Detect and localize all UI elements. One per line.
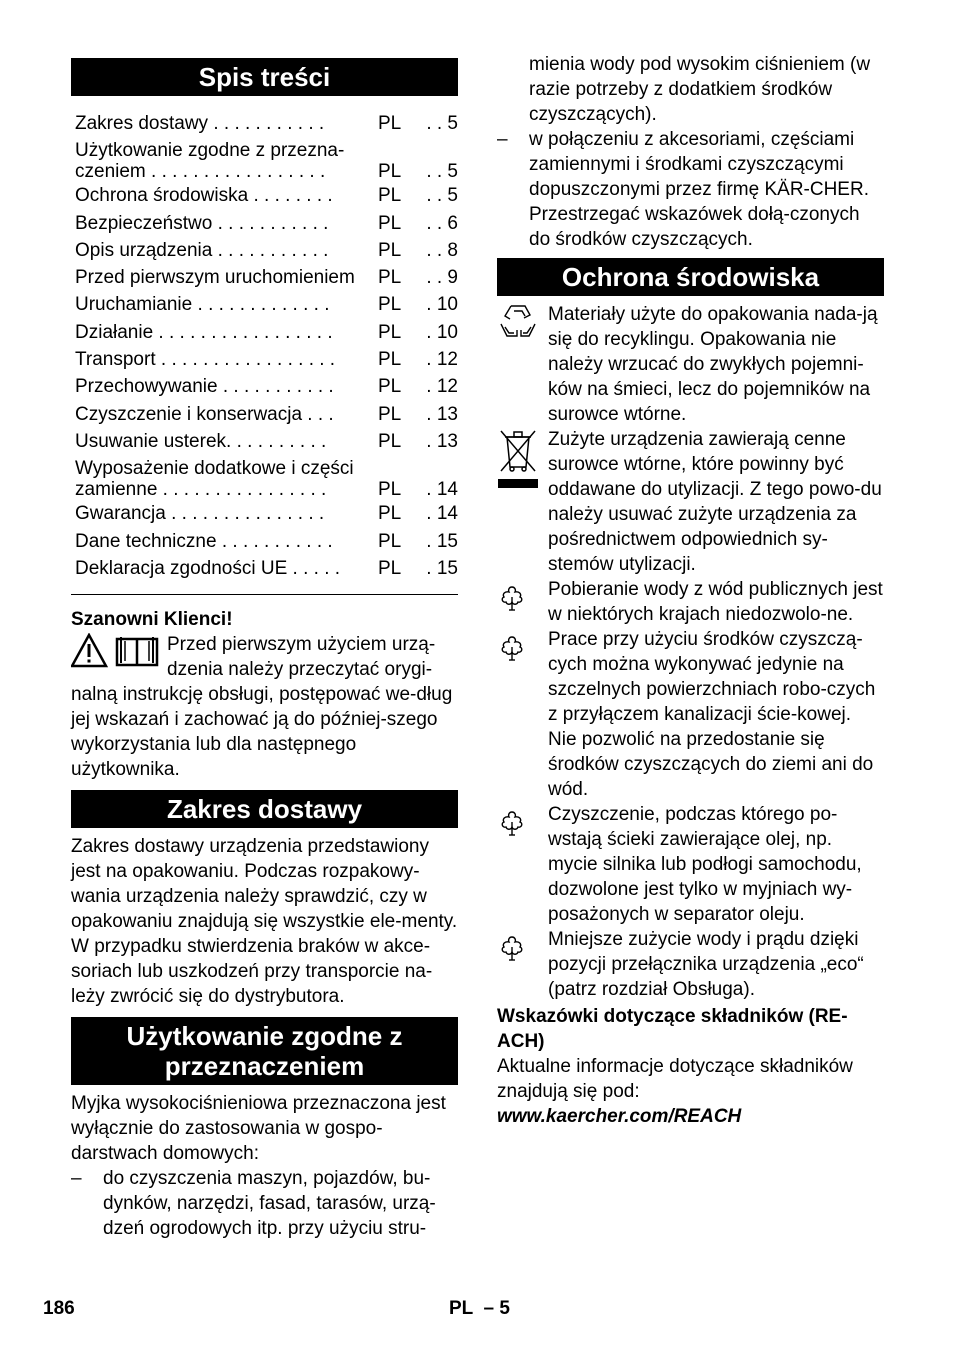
toc-entry-title: Ochrona środowiska (75, 185, 249, 207)
reach-text: Aktualne informacje dotyczące składników znajdują się pod: (497, 1056, 853, 1102)
toc-divider (71, 594, 458, 595)
toc-entry-page: . 10 (426, 294, 458, 316)
toc-leader: . . . . . (287, 557, 341, 579)
toc-leader: . . . . . . . . . . . . . (192, 294, 330, 316)
toc-entry-lang: PL (378, 403, 402, 425)
toc-entry-title-cont: czeniem (75, 161, 146, 183)
toc-leader: . . . . . . . . . . . . . . . . (157, 479, 327, 501)
toc-entry-title: Przechowywanie (75, 376, 218, 398)
list-item: – do czyszczenia maszyn, pojazdów, bu-dynków, narzędzi, fasad, tarasów, urzą-dzeń ogrodowych itp. przy użyciu stru- (71, 1166, 458, 1241)
toc-entry-page: . 15 (426, 557, 458, 579)
toc-entry-page: . . 6 (426, 212, 458, 234)
toc-entry-title: Przed pierwszym uruchomieniem (75, 267, 355, 289)
toc-entry-title: Uruchamianie (75, 294, 193, 316)
environment-item (497, 802, 884, 927)
recycle-icon (497, 302, 548, 427)
toc-entry-lang: PL (378, 212, 402, 234)
intended-use-heading (71, 1017, 458, 1085)
environment-item-text: Mniejsze zużycie wody i prądu dzięki pozycji przełącznika urządzenia „eco“ (patrz rozdział Obsługa). (548, 929, 864, 1000)
toc-entry-lang: PL (378, 267, 402, 289)
toc-entry-title: Usuwanie usterek (75, 430, 227, 452)
toc-entry-lang: PL (378, 113, 402, 134)
tree-icon (497, 577, 548, 627)
tree-icon (497, 802, 548, 927)
warning-icon (71, 633, 159, 669)
list-item-text: do czyszczenia maszyn, pojazdów, bu-dynków, narzędzi, fasad, tarasów, urzą-dzeń ogrodowych itp. przy użyciu stru- (103, 1168, 436, 1240)
toc-entry (71, 319, 458, 346)
toc-leader: . . . . . . . . . . . . . . . . . (145, 161, 326, 183)
environment-list (497, 302, 884, 1002)
toc-entry (71, 428, 458, 455)
toc-leader: . . . (302, 403, 334, 425)
toc-entry (71, 401, 458, 428)
toc-entry-page: . 14 (426, 479, 458, 501)
toc-entry (71, 182, 458, 209)
toc-entry-title: Transport (75, 349, 156, 371)
toc-leader: . . . . . . . . . . . . . . . . . (153, 321, 333, 343)
delivery-heading: Zakres dostawy (71, 790, 458, 828)
intro-line-2: dzenia należy przeczytać orygi- (167, 659, 433, 681)
warning-manual-icons (71, 632, 167, 682)
list-item-text: w połączeniu z akcesoriami, częściami zamiennymi i środkami czyszczącymi dopuszczonymi przez firmę KÄR-CHER. Przestrzegać wskazówek dołą-czonych do środków czyszczących. (529, 129, 869, 250)
tree-icon (497, 927, 548, 1002)
environment-item-text: Czyszczenie, podczas którego po-wstają ścieki zawierające olej, np. mycie silnika lub podłogi samochodu, dozwolone jest tylko w myjniach wy-posażonych w separator oleju. (548, 804, 862, 925)
environment-item (497, 927, 884, 1002)
toc-entry (71, 110, 458, 137)
toc-entry-page: . 14 (426, 503, 458, 525)
list-item-text: mienia wody pod wysokim ciśnieniem (w razie potrzeby z dodatkiem środków czyszczących). (529, 54, 871, 125)
right-column (497, 52, 884, 1129)
toc-leader: . . . . . . . . . . . (208, 113, 325, 134)
toc-entry-page: . 12 (426, 376, 458, 398)
toc-entry-lang: PL (378, 185, 402, 207)
toc-entry-lang: PL (378, 430, 402, 452)
footer-lang-page: PL – 5 (449, 1298, 510, 1319)
intended-use-heading-line1: Użytkowanie zgodne z (126, 1021, 403, 1052)
environment-item (497, 427, 884, 577)
toc-entry-title: Dane techniczne (75, 530, 217, 552)
toc-entry-lang: PL (378, 530, 402, 552)
toc-entry-page: . 13 (426, 430, 458, 452)
toc-entry-lang: PL (378, 321, 402, 343)
delivery-text-1: Zakres dostawy urządzenia przedstawiony jest na opakowaniu. Podczas rozpakowy-wania urządzenia należy sprawdzić, czy w opakowaniu znajdują się wszystkie ele-menty. (71, 836, 458, 933)
toc-entry-title: Czyszczenie i konserwacja (75, 403, 303, 425)
toc-entry-title: Działanie (75, 321, 154, 343)
toc-leader: . . . . . . . . . . (226, 430, 327, 452)
toc-entry-page: . 15 (426, 530, 458, 552)
toc-entry (71, 528, 458, 555)
toc-entry (71, 346, 458, 373)
greeting: Szanowni Klienci! (71, 609, 233, 631)
toc-entry-lang: PL (378, 294, 402, 316)
toc-entry (71, 500, 458, 527)
intro-line-1: Przed pierwszym użyciem urzą- (167, 634, 436, 656)
toc-entry-page: . . 5 (426, 113, 458, 134)
intended-use-text: Myjka wysokociśnieniowa przeznaczona jest wyłącznie do zastosowania w gospo-darstwach domowych: (71, 1093, 446, 1165)
environment-heading: Ochrona środowiska (497, 258, 884, 296)
toc-entry (71, 373, 458, 400)
tree-icon (497, 627, 548, 802)
toc-entry (71, 455, 458, 500)
toc-leader: . . . . . . . . . . . (216, 530, 333, 552)
toc-entry-page: . . 5 (426, 185, 458, 207)
toc-entry (71, 137, 458, 182)
toc-leader: . . . . . . . . . . . . . . . (165, 503, 325, 525)
list-item-continued (497, 52, 884, 127)
environment-item (497, 577, 884, 627)
table-of-contents (71, 110, 458, 582)
toc-entry-title: Opis urządzenia (75, 239, 213, 261)
toc-entry-lang: PL (378, 557, 402, 579)
intro-text: nalną instrukcję obsługi, postępować we-dług jej wskazań i zachować ją do później-szego wykorzystania lub dla następnego użytkownika. (71, 684, 453, 781)
environment-item-text: Materiały użyte do opakowania nada-ją się do recyklingu. Opakowania nie należy wrzucać do zwykłych pojemni-ków na śmieci, lecz do pojemników na surowce wtórne. (548, 304, 878, 425)
toc-entry-page: . 10 (426, 321, 458, 343)
environment-item-text: Pobieranie wody z wód publicznych jest w niektórych krajach niedozwolo-ne. (548, 579, 883, 625)
reach-link[interactable]: www.kaercher.com/REACH (497, 1106, 742, 1127)
toc-entry-title: Deklaracja zgodności UE (75, 557, 288, 579)
toc-entry-title: Gwarancja (75, 503, 166, 525)
toc-entry-page: . . 8 (426, 239, 458, 261)
toc-entry (71, 237, 458, 264)
list-item: – w połączeniu z akcesoriami, częściami zamiennymi i środkami czyszczącymi dopuszczonymi przez firmę KÄR-CHER. Przestrzegać wskazówek dołą-czonych do środków czyszczących. (497, 127, 884, 252)
toc-entry-page: . . 9 (426, 267, 458, 289)
intended-use-heading-line2: przeznaczeniem (164, 1051, 365, 1082)
toc-entry (71, 291, 458, 318)
reach-heading: Wskazówki dotyczące składników (RE-ACH) (497, 1006, 848, 1052)
crossed-bin-icon (497, 427, 548, 577)
toc-entry-title: Wyposażenie dodatkowe i części (75, 458, 354, 480)
toc-entry-title: Zakres dostawy (75, 113, 209, 134)
toc-entry-title: Bezpieczeństwo (75, 212, 213, 234)
toc-leader: . . . . . . . . (248, 185, 333, 207)
toc-entry-page: . 12 (426, 349, 458, 371)
toc-entry-lang: PL (378, 349, 402, 371)
toc-entry (71, 264, 458, 291)
toc-entry (71, 210, 458, 237)
toc-entry-title: Użytkowanie zgodne z przezna- (75, 140, 345, 162)
toc-entry-lang: PL (378, 376, 402, 398)
toc-entry-page: . . 5 (426, 161, 458, 183)
environment-item (497, 627, 884, 802)
toc-leader: . . . . . . . . . . . (212, 239, 329, 261)
toc-leader: . . . . . . . . . . . . . . . . . (155, 349, 336, 371)
toc-entry-page: . 13 (426, 403, 458, 425)
toc-entry (71, 555, 458, 582)
toc-entry-lang: PL (378, 503, 402, 525)
toc-entry-lang: PL (378, 479, 402, 501)
toc-entry-title-cont: zamienne (75, 479, 158, 501)
toc-entry-lang: PL (378, 161, 402, 183)
environment-item-text: Zużyte urządzenia zawierają cenne surowce wtórne, które powinny być oddawane do utylizacji. Z tego powo-du należy usuwać zużyte urządzenia za pośrednictwem odpowiednich sy-stemów utylizacji. (548, 429, 882, 575)
manual-book-icon (117, 637, 157, 665)
toc-leader: . . . . . . . . . . . (217, 376, 334, 398)
environment-item (497, 302, 884, 427)
delivery-text-2: W przypadku stwierdzenia braków w akce-soriach lub uszkodzeń przy transporcie na-leży zwrócić się do dystrybutora. (71, 936, 433, 1008)
toc-heading: Spis treści (71, 58, 458, 96)
page-number: 186 (43, 1298, 75, 1319)
left-column (71, 58, 458, 1241)
environment-item-text: Prace przy użyciu środków czyszczą-cych można wykonywać jedynie na szczelnych powierzchniach robo-czych z przyłączem kanalizacji ście-kowej. Nie pozwolić na przedostanie się środków czyszczących do ziemi ani do wód. (548, 629, 876, 800)
toc-entry-lang: PL (378, 239, 402, 261)
toc-leader: . . . . . . . . . . . (212, 212, 329, 234)
